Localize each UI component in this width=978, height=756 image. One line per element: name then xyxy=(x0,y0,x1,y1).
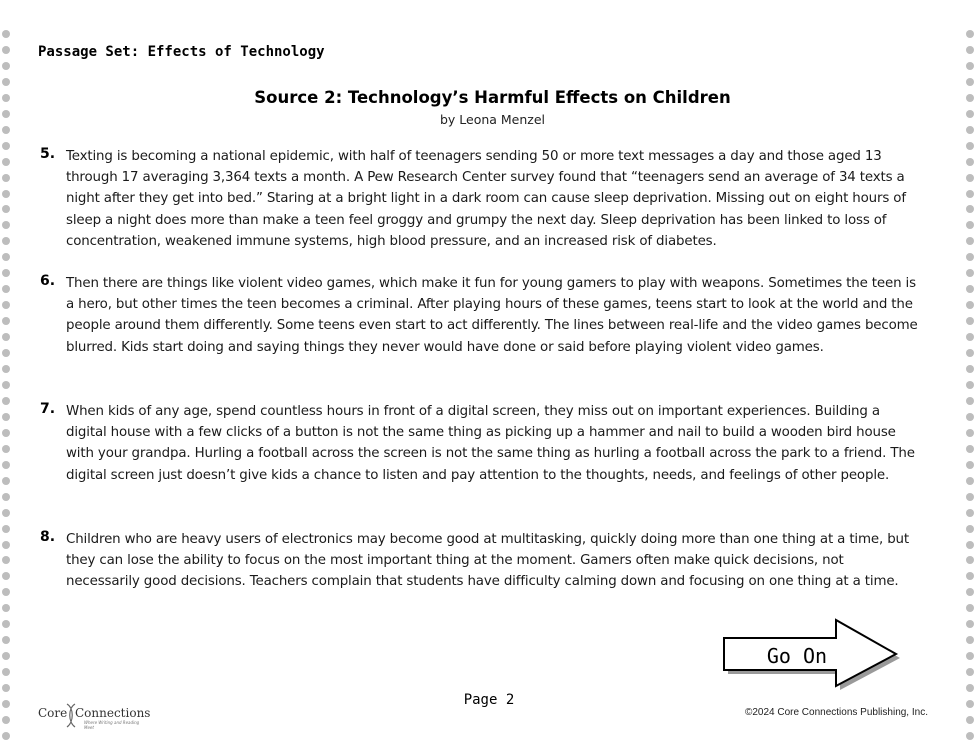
binder-dot xyxy=(2,525,10,533)
binder-dot xyxy=(2,604,10,612)
binder-dot xyxy=(966,46,974,54)
left-binder-dots xyxy=(2,30,12,740)
binder-dot xyxy=(2,620,10,628)
logo-core-text: Core xyxy=(38,706,68,720)
binder-dot xyxy=(966,381,974,389)
binder-dot xyxy=(966,317,974,325)
binder-dot xyxy=(2,572,10,580)
paragraph-5 xyxy=(40,146,920,252)
binder-dot xyxy=(966,604,974,612)
binder-dot xyxy=(2,317,10,325)
binder-dot xyxy=(966,445,974,453)
binder-dot xyxy=(966,62,974,70)
paragraph-text: Children who are heavy users of electronics may become good at multitasking, quickly doing more than one thing at a time, but they can lose the ability to focus on the most important thing at the moment. Gamers often make quick decisions, not necessarily good decisions. Teachers complain that students have difficulty calming down and focusing on one thing at a time. xyxy=(66,532,909,590)
binder-dot xyxy=(966,572,974,580)
binder-dot xyxy=(966,349,974,357)
logo-tagline: Where Writing and Reading Meet xyxy=(84,720,140,730)
paragraph-text: When kids of any age, spend countless hours in front of a digital screen, they miss out on important experiences. Building a digital house with a few clicks of a button is not the same thing as picking up a hammer and nail to build a wooden bird house with your grandpa. Hurling a football across the screen is not the same thing as hurling a football across the park to a friend. The digital screen just doesn’t give kids a chance to listen and pay attention to the thoughts, needs, and feelings of other people. xyxy=(66,404,915,483)
binder-dot xyxy=(2,556,10,564)
paragraph-text: Texting is becoming a national epidemic, with half of teenagers sending 50 or more text messages a day and those aged 13 through 17 averaging 3,364 texts a month. A Pew Research Center survey found that “teenagers send an average of 34 texts a night after they get into bed.” Staring at a bright light in a dark room can cause sleep deprivation. Missing out on eight hours of sleep a night does more than make a teen feel groggy and grumpy the next day. Sleep deprivation has been linked to loss of concentration, weakened immune systems, high blood pressure, and an increased risk of diabetes. xyxy=(66,149,906,249)
go-on-arrow-button[interactable] xyxy=(722,618,904,692)
binder-dot xyxy=(966,142,974,150)
binder-dot xyxy=(2,221,10,229)
paragraph-text: Then there are things like violent video games, which make it fun for young gamers to play with weapons. Sometimes the teen is a hero, but other times the teen becomes a criminal. After playing hours of these games, teens start to look at the world and the people around them differently. Some teens even start to act differently. The lines between real-life and the video games become blurred. Kids start doing and saying things they never would have done or said before playing violent video games. xyxy=(66,276,918,355)
binder-dot xyxy=(966,461,974,469)
binder-dot xyxy=(2,142,10,150)
binder-dot xyxy=(2,732,10,740)
binder-dot xyxy=(966,588,974,596)
binder-dot xyxy=(966,158,974,166)
binder-dot xyxy=(2,461,10,469)
binder-dot xyxy=(2,381,10,389)
binder-dot xyxy=(966,636,974,644)
go-on-label: Go On xyxy=(766,644,828,668)
binder-dot xyxy=(966,509,974,517)
page-number: Page 2 xyxy=(463,692,515,708)
binder-dot xyxy=(2,636,10,644)
binder-dot xyxy=(966,668,974,676)
binder-dot xyxy=(2,397,10,405)
passage-set-title: Passage Set: Effects of Technology xyxy=(38,44,325,60)
binder-dot xyxy=(966,541,974,549)
binder-dot xyxy=(2,349,10,357)
binder-dot xyxy=(2,716,10,724)
binder-dot xyxy=(2,333,10,341)
binder-dot xyxy=(2,174,10,182)
binder-dot xyxy=(2,652,10,660)
binder-dot xyxy=(2,253,10,261)
binder-dot xyxy=(966,397,974,405)
binder-dot xyxy=(966,253,974,261)
binder-dot xyxy=(966,190,974,198)
paragraph-6 xyxy=(40,273,920,358)
byline: by Leona Menzel xyxy=(439,112,546,127)
binder-dot xyxy=(966,333,974,341)
binder-dot xyxy=(966,620,974,628)
binder-dot xyxy=(2,190,10,198)
binder-dot xyxy=(2,588,10,596)
logo-connections-text: Connections xyxy=(75,706,151,720)
paragraph-7 xyxy=(40,401,920,486)
binder-dot xyxy=(966,78,974,86)
binder-dot xyxy=(966,732,974,740)
binder-dot xyxy=(2,285,10,293)
binder-dot xyxy=(2,509,10,517)
paragraph-number: 6. xyxy=(40,273,56,289)
binder-dot xyxy=(2,205,10,213)
binder-dot xyxy=(2,684,10,692)
binder-dot xyxy=(2,493,10,501)
binder-dot xyxy=(966,30,974,38)
binder-dot xyxy=(2,668,10,676)
binder-dot xyxy=(2,158,10,166)
binder-dot xyxy=(966,525,974,533)
binder-dot xyxy=(966,413,974,421)
paragraph-8 xyxy=(40,529,920,593)
binder-dot xyxy=(2,30,10,38)
source-title: Source 2: Technology’s Harmful Effects on Children xyxy=(254,88,731,107)
paragraph-number: 5. xyxy=(40,146,56,162)
binder-dot xyxy=(2,429,10,437)
binder-dot xyxy=(966,556,974,564)
binder-dot xyxy=(2,269,10,277)
binder-dot xyxy=(2,62,10,70)
core-connections-logo xyxy=(38,700,151,730)
binder-dot xyxy=(966,237,974,245)
binder-dot xyxy=(966,429,974,437)
binder-dot xyxy=(966,174,974,182)
binder-dot xyxy=(2,541,10,549)
binder-dot xyxy=(2,445,10,453)
right-binder-dots xyxy=(966,30,976,740)
binder-dot xyxy=(2,78,10,86)
binder-dot xyxy=(966,652,974,660)
binder-dot xyxy=(2,477,10,485)
binder-dot xyxy=(2,365,10,373)
paragraph-number: 7. xyxy=(40,401,56,417)
binder-dot xyxy=(966,477,974,485)
binder-dot xyxy=(966,285,974,293)
binder-dot xyxy=(966,205,974,213)
binder-dot xyxy=(966,684,974,692)
binder-dot xyxy=(2,301,10,309)
paragraph-number: 8. xyxy=(40,529,56,545)
copyright: ©2024 Core Connections Publishing, Inc. xyxy=(744,707,928,718)
binder-dot xyxy=(966,716,974,724)
binder-dot xyxy=(2,46,10,54)
binder-dot xyxy=(966,301,974,309)
binder-dot xyxy=(966,493,974,501)
binder-dot xyxy=(2,413,10,421)
binder-dot xyxy=(966,269,974,277)
binder-dot xyxy=(966,365,974,373)
binder-dot xyxy=(966,221,974,229)
binder-dot xyxy=(2,237,10,245)
